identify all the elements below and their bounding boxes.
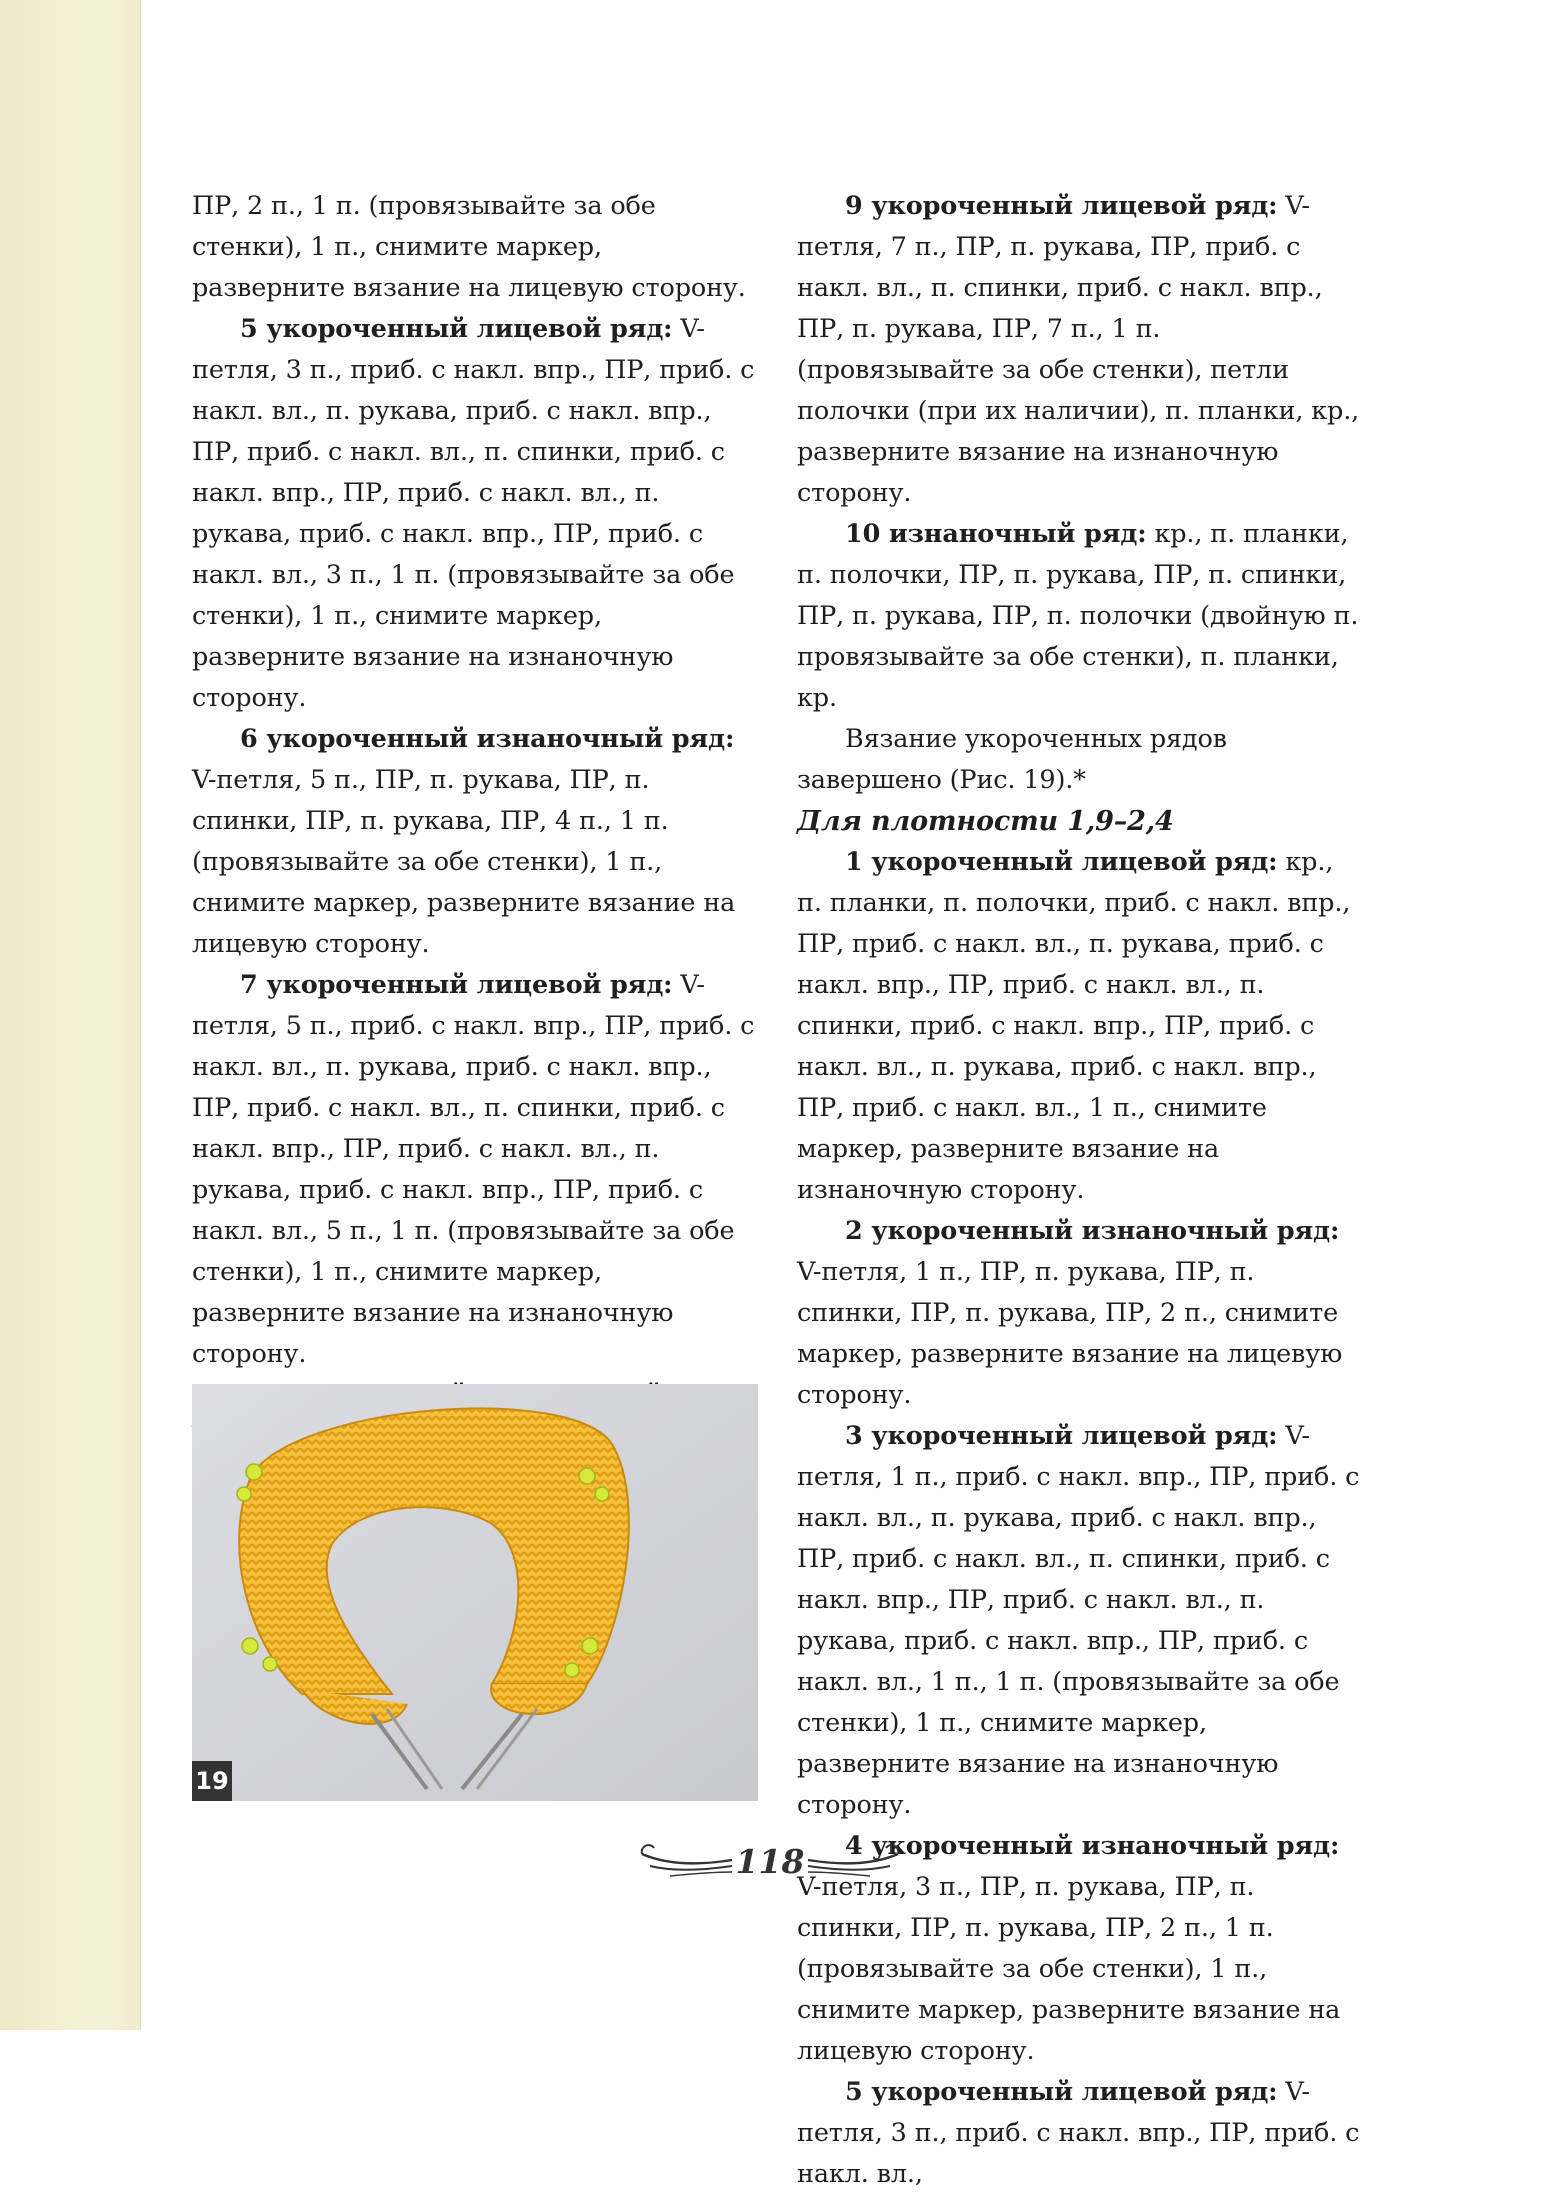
row-title: 2 укороченный изнаночный ряд:: [845, 1216, 1340, 1246]
page-number-ornament: [640, 1836, 900, 1892]
page-spine: [0, 0, 141, 2030]
row-text: V-петля, 1 п., ПР, п. рукава, ПР, п. спинки, ПР, п. рукава, ПР, 2 п., снимите маркер, разверните вязание на лицевую сторону.: [797, 1257, 1343, 1410]
right-flourish-icon: [805, 1836, 900, 1886]
row-text: V-петля, 1 п., приб. с накл. впр., ПР, приб. с накл. вл., п. рукава, приб. с накл. впр., ПР, приб. с накл. вл., п. спинки, приб. с накл. впр., ПР, приб. с накл. вл., п. рукава, приб. с накл. впр., ПР, приб. с накл. вл., 1 п., 1 п. (провязывайте за обе стенки), 1 п., снимите маркер, разверните вязание на изнаночную сторону.: [797, 1421, 1360, 1820]
row-title: 3 укороченный лицевой ряд:: [845, 1421, 1278, 1451]
section-heading: Для плотности 1,9–2,4: [797, 806, 1174, 837]
knitted-yoke-illustration: [192, 1384, 758, 1801]
row-title: 7 укороченный лицевой ряд:: [240, 970, 673, 1000]
paragraph: [797, 2072, 1363, 2195]
row-title: 6 укороченный изнаночный ряд:: [240, 724, 735, 754]
paragraph: [797, 842, 1363, 1211]
row-text: V-петля, 5 п., приб. с накл. впр., ПР, приб. с накл. вл., п. рукава, приб. с накл. впр., ПР, приб. с накл. вл., п. спинки, приб. с накл. впр., ПР, приб. с накл. вл., п. рукава, приб. с накл. впр., ПР, приб. с накл. вл., 5 п., 1 п. (провязывайте за обе стенки), 1 п., снимите маркер, разверните вязание на изнаночную сторону.: [192, 970, 755, 1369]
row-title: 5 укороченный лицевой ряд:: [845, 2077, 1278, 2107]
paragraph: [797, 186, 1363, 514]
row-title: 1 укороченный лицевой ряд:: [845, 847, 1278, 877]
paragraph: [192, 719, 758, 965]
paragraph: [797, 514, 1363, 719]
row-text: V-петля, 3 п., приб. с накл. впр., ПР, приб. с накл. вл., п. рукава, приб. с накл. впр., ПР, приб. с накл. вл., п. спинки, приб. с накл. впр., ПР, приб. с накл. вл., п. рукава, приб. с накл. впр., ПР, приб. с накл. вл., 3 п., 1 п. (провязывайте за обе стенки), 1 п., снимите маркер, разверните вязание на изнаночную сторону.: [192, 314, 755, 713]
page-number: 118: [735, 1842, 805, 1881]
knitting-photo: [192, 1384, 758, 1801]
paragraph: ПР, 2 п., 1 п. (провязывайте за обе стенки), 1 п., снимите маркер, разверните вязание на лицевую сторону.: [192, 191, 746, 303]
row-title: 5 укороченный лицевой ряд:: [240, 314, 673, 344]
row-text: V-петля, 5 п., ПР, п. рукава, ПР, п. спинки, ПР, п. рукава, ПР, 4 п., 1 п. (провязывайте за обе стенки), 1 п., снимите маркер, разверните вязание на лицевую сторону.: [192, 765, 736, 959]
row-text: V-петля, 3 п., приб. с накл. впр., ПР, приб. с накл. вл.,: [797, 2077, 1360, 2189]
row-text: V-петля, 7 п., ПР, п. рукава, ПР, приб. с накл. вл., п. спинки, приб. с накл. впр., ПР, п. рукава, ПР, 7 п., 1 п. (провязывайте за обе стенки), петли полочки (при их наличии), п. планки, кр., разверните вязание на изнаночную сторону.: [797, 191, 1360, 508]
paragraph: [192, 309, 758, 719]
paragraph: Вязание укороченных рядов завершено (Рис. 19).*: [797, 724, 1227, 795]
row-text: кр., п. планки, п. полочки, приб. с накл. впр., ПР, приб. с накл. вл., п. рукава, приб. с накл. впр., ПР, приб. с накл. вл., п. спинки, приб. с накл. впр., ПР, приб. с накл. вл., п. рукава, приб. с накл. впр., ПР, приб. с накл. вл., 1 п., снимите маркер, разверните вязание на изнаночную сторону.: [797, 847, 1351, 1205]
figure-number: 19: [192, 1761, 232, 1801]
paragraph: [797, 1416, 1363, 1826]
right-column: [797, 186, 1363, 2195]
paragraph: [797, 1211, 1363, 1416]
row-title: 4 укороченный изнаночный ряд:: [845, 1831, 1340, 1861]
row-title: 9 укороченный лицевой ряд:: [845, 191, 1278, 221]
row-text: кр., п. планки, п. полочки, ПР, п. рукава, ПР, п. спинки, ПР, п. рукава, ПР, п. полочки (двойную п. провязывайте за обе стенки), п. планки, кр.: [797, 519, 1359, 713]
paragraph: [192, 965, 758, 1375]
row-text: V-петля, 3 п., ПР, п. рукава, ПР, п. спинки, ПР, п. рукава, ПР, 2 п., 1 п. (провязывайте за обе стенки), 1 п., снимите маркер, разверните вязание на лицевую сторону.: [797, 1872, 1341, 2066]
row-title: 10 изнаночный ряд:: [845, 519, 1147, 549]
